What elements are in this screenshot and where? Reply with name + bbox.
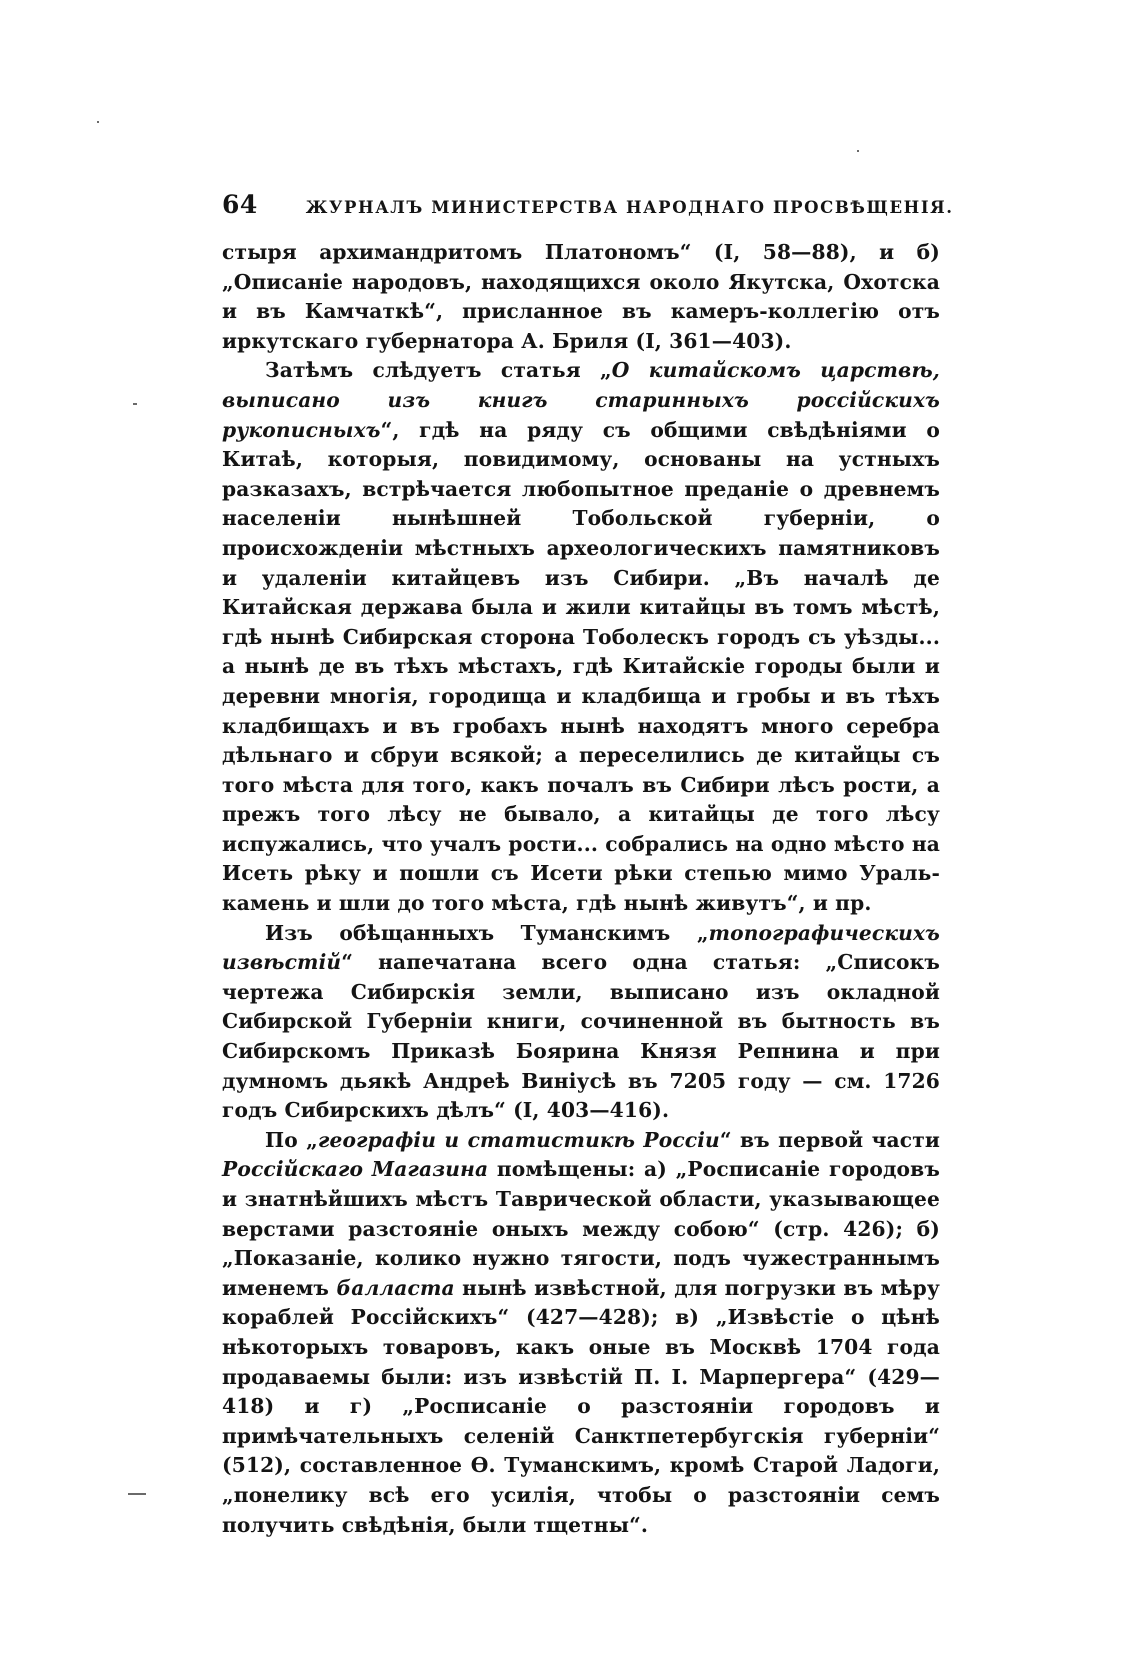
text-segment: “ въ первой части (719, 1127, 940, 1152)
body-text (222, 238, 940, 1540)
scan-speck (857, 150, 859, 152)
text-segment: “, гдѣ на ряду съ общими свѣдѣніями о Китаѣ, которыя, повидимому, основаны на устныхъ разказахъ, встрѣчается любопытное преданіе о древнемъ населеніи нынѣшней Тобольской губерніи, о происхожденіи мѣстныхъ археологическихъ памятниковъ и удаленіи китайцевъ изъ Сибири. „Въ началѣ де Китайская держава была и жили китайцы въ томъ мѣстѣ, гдѣ нынѣ Сибирская сторона Тоболескъ городъ съ уѣзды... а нынѣ де въ тѣхъ мѣстахъ, гдѣ Китайскіе городы были и деревни многія, городища и кладбища и гробы и въ тѣхъ кладбищахъ и въ гробахъ нынѣ находятъ много серебра дѣльнаго и сбруи всякой; а переселились де китайцы съ того мѣста для того, какъ почалъ въ Сибири лѣсъ рости, а прежъ того лѣсу не бывало, а китайцы де того лѣсу испужались, что учалъ рости... собрались на одно мѣсто на Исеть рѣку и пошли съ Исети рѣки степью мимо Ураль-камень и шли до того мѣста, гдѣ нынѣ живутъ“, и пр. (222, 417, 940, 916)
paragraph (222, 919, 940, 1126)
text-segment: “ напечатана всего одна статья: „Списокъ чертежа Сибирскія земли, выписано изъ окладной Сибирской Губерніи книги, сочиненной въ бытность въ Сибирскомъ Приказѣ Боярина Князя Репнина и при думномъ дьякѣ Андреѣ Виніусѣ въ 7205 году — см. 1726 годъ Сибирскихъ дѣлъ“ (I, 403—416). (222, 950, 940, 1123)
scan-speck (133, 403, 137, 405)
italic-title: Россійскаго Магазина (222, 1157, 489, 1182)
text-segment: По „ (265, 1127, 318, 1152)
text-segment: нынѣ извѣстной, для погрузки въ мѣру кораблей Россійскихъ“ (427—428); в) „Извѣстіе о цѣнѣ нѣкоторыхъ товаровъ, какъ оные въ Москвѣ 1704 года продаваемы были: изъ извѣстій П. I. Марпергера“ (429—418) и г) „Росписаніе о разстояніи городовъ и примѣчательныхъ селеній Санктпетербугскія губерніи“ (512), составленное Ѳ. Туманскимъ, кромѣ Старой Ладоги, „понелику всѣ его усилія, чтобы о разстояніи семъ получить свѣдѣнія, были тщетны“. (222, 1275, 940, 1537)
page-number: 64 (222, 190, 258, 219)
paragraph (222, 356, 940, 918)
text-segment: Изъ обѣщанныхъ Туманскимъ „ (265, 920, 709, 945)
paragraph (222, 238, 940, 356)
running-title: ЖУРНАЛЪ МИНИСТЕРСТВА НАРОДНАГО ПРОСВѢЩЕНІЯ. (305, 198, 954, 217)
italic-title: О китайскомъ царствѣ, выписано изъ книгъ старинныхъ россійскихъ рукописныхъ (222, 358, 940, 442)
italic-title: топографическихъ извѣстій (222, 920, 940, 975)
paragraph (222, 1126, 940, 1540)
italic-title: географіи и статистикѣ Россіи (317, 1127, 720, 1152)
book-page (222, 190, 954, 1540)
italic-term: балласта (336, 1275, 455, 1300)
scan-speck (97, 121, 99, 123)
text-segment: стыря архимандритомъ Платономъ“ (I, 58—88), и б) „Описаніе народовъ, находящихся около Якутска, Охотска и въ Камчаткѣ“, присланное въ камеръ-коллегію отъ иркутскаго губернатора А. Бриля (I, 361—403). (222, 240, 940, 353)
text-segment: Затѣмъ слѣдуетъ статья „ (265, 358, 612, 383)
page-header (222, 190, 954, 230)
text-segment: помѣщены: а) „Росписаніе городовъ и знатнѣйшихъ мѣстъ Таврической области, указывающее верстами разстояніе оныхъ между собою“ (стр. 426); б) „Показаніе, колико нужно тягости, подъ чужестраннымъ именемъ (222, 1157, 940, 1300)
margin-rule (128, 1493, 146, 1495)
